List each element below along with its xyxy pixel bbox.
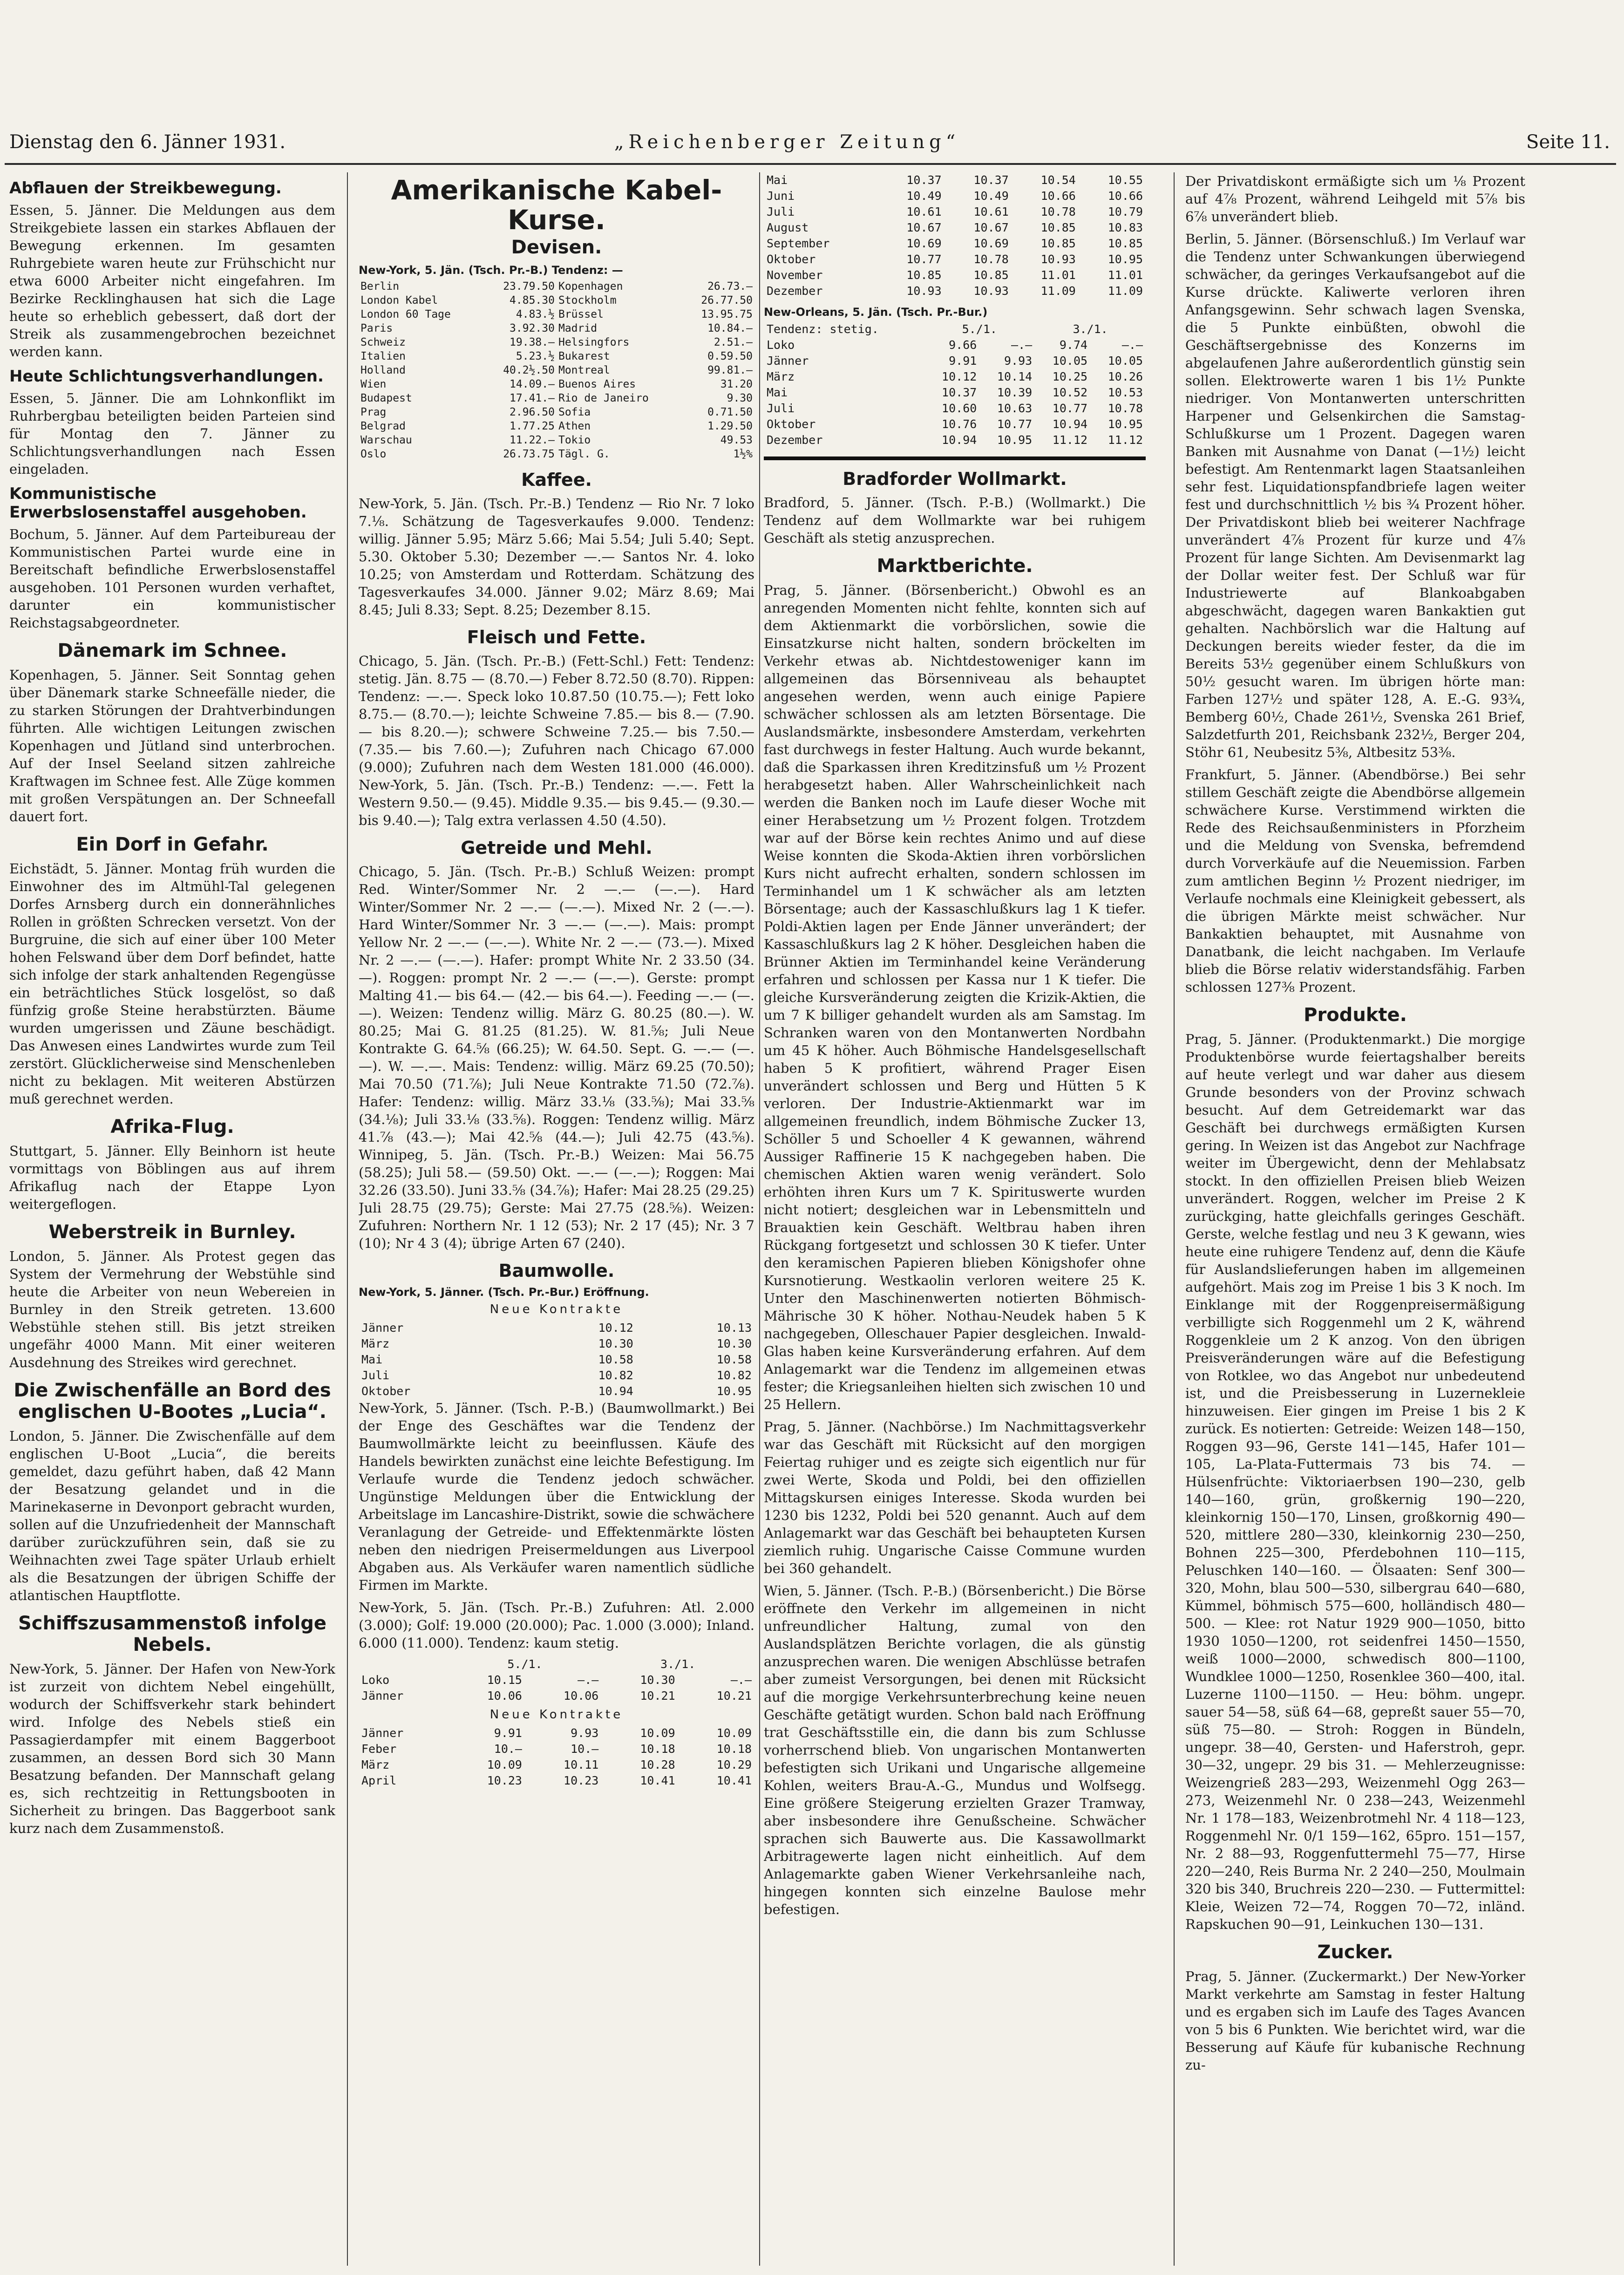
currency-name: London Kabel: [360, 294, 438, 307]
rate-value: 49.53: [720, 434, 753, 446]
table-cell: 10.12: [942, 370, 977, 383]
rate-value: 26.77.50: [701, 294, 753, 307]
column-news: [9, 172, 335, 2275]
table-cell: 9.93: [1004, 354, 1033, 368]
table-cell: 10.76: [942, 417, 977, 431]
currency-name: Kopenhagen: [558, 280, 623, 293]
table-cell: Jänner: [361, 1726, 404, 1740]
table-cell: 10.58: [716, 1353, 752, 1366]
table-row: [764, 416, 1146, 432]
table-cell: 9.91: [949, 354, 977, 368]
table-row: [764, 252, 1146, 267]
table-cell: Juni: [767, 189, 795, 203]
table-cell: 10.54: [1040, 173, 1076, 187]
table-header: 3./1.: [1073, 322, 1108, 336]
getreide-title: Getreide und Mehl.: [461, 838, 652, 858]
currency-name: Tägl. G.: [558, 448, 610, 460]
table-cell: 10.79: [1108, 205, 1143, 218]
rate-value: 3.92.30: [510, 322, 555, 334]
article: [9, 1613, 335, 1837]
rate-value: 26.73.75: [503, 448, 555, 460]
table-cell: 10.41: [716, 1774, 752, 1787]
table-cell: Juli: [767, 205, 795, 218]
table-row: [764, 353, 1146, 369]
table-header: [359, 1656, 448, 1672]
table-cell: 10.95: [716, 1384, 752, 1398]
article-headline: Die Zwischenfälle an Bord des englischen U-Bootes „Lucia“.: [14, 1380, 331, 1423]
table-cell: 10.93: [973, 284, 1009, 298]
column-divider: [1174, 172, 1175, 2266]
table-cell: Dezember: [767, 433, 823, 447]
article-headline: Afrika-Flug.: [110, 1116, 234, 1138]
currency-name: Helsingfors: [558, 336, 630, 348]
table-header: 3./1.: [660, 1657, 696, 1671]
table-cell: 10.78: [1108, 402, 1143, 415]
orleans-header: New-Orleans, 5. Jän. (Tsch. Pr.-Bur.): [764, 306, 988, 319]
article: [9, 640, 335, 825]
kaffee-title: Kaffee.: [521, 470, 592, 490]
table-cell: 10.67: [973, 221, 1009, 234]
getreide-text: Chicago, 5. Jän. (Tsch. Pr.-B.) Schluß Weizen: prompt Red. Winter/Sommer Nr. 2 —.— (—.—). Hard Winter/Sommer Nr. 2 —.— (—.—). Mixed Nr. 2 (—.—). Hard Winter/Sommer Nr. 3 —.— (—.—). Mais: prompt Yellow Nr. 2 —.— (—.—). White Nr. 2 —.— (73.—). Mixed Nr. 2 —.— (—.—). Hafer: prompt White Nr. 2 33.50 (34.—). Roggen: prompt Nr. 2 —.— (—.—). Gerste: prompt Malting 41.— bis 64.— (42.— bis 64.—). Feeding —.— (—.—). Weizen: Tendenz willig. März G. 80.25 (80.—). W. 80.25; Mai G. 81.25 (81.25). W. 81.⅝; Juli Neue Kontrakte G. 64.⅝ (66.25); W. 64.50. Sept. G. —.— (—.—). W. —.—. Mais: Tendenz: willig. März 69.25 (70.50); Mai 70.50 (71.⅞); Juli Neue Kontrakte 71.50 (72.⅞). Hafer: Tendenz: willig. März 33.⅛ (33.⅝); Mai 33.⅝ (34.⅛); Juli 33.⅛ (33.⅝). Roggen: Tendenz willig. März 41.⅞ (43.—); Mai 42.⅝ (44.—); Juli 42.75 (43.⅝). Winnipeg, 5. Jän. (Tsch. Pr.-B.) Weizen: Mai 56.75 (58.25); Juli 58.— (59.50) Okt. —.— (—.—); Roggen: Mai 32.26 (33.50). Juni 33.⅝ (34.⅞); Hafer: Mai 28.25 (29.25) Juli 28.75 (29.75); Gerste: Mai 27.75 (28.⅝). Weizen: Zufuhren: Northern Nr. 1 12 (53); Nr. 2 17 (45); Nr. 3 7 (10); Nr 4 3 (4); übrige Arten 67 (240).: [359, 864, 754, 1251]
table-cell: 10.93: [906, 284, 942, 298]
table-cell: 11.12: [1108, 433, 1143, 447]
rate-value: 5.23.½: [516, 350, 555, 362]
produkte-title: Produkte.: [1304, 1004, 1407, 1026]
table-row: [764, 172, 1146, 188]
table-header: 5./1.: [507, 1657, 543, 1671]
table-cell: Jänner: [361, 1689, 404, 1703]
currency-name: Belgrad: [360, 420, 406, 432]
table-cell: 10.14: [997, 370, 1033, 383]
zucker-text: Prag, 5. Jänner. (Zuckermarkt.) Der New-Yorker Markt verkehrte am Samstag in fester Haltung und es ergaben sich im Laufe des Tages Avancen von 5 bis 6 Punkten. Wie berichtet wird, war die Besserung auf Käufe für kubanische Rechnung zu-: [1185, 1968, 1525, 2073]
rate-value: 26.73.—: [707, 280, 753, 293]
table-row: [359, 1383, 754, 1399]
devisen-row: [359, 377, 754, 391]
table-cell: 10.55: [1108, 173, 1143, 187]
masthead: [0, 126, 1624, 158]
baumwollmarkt-text: New-York, 5. Jänner. (Tsch. P.-B.) (Baumwollmarkt.) Bei der Enge des Geschäftes war die Tendenz der Baumwollmärkte leicht zu beeinflussen. Käufe des Handels bewirkten zunächst eine leichte Befestigung. Im Verlaufe wurde die Tendenz jedoch schwächer. Ungünstige Meldungen über die Entwicklung der Arbeitslage im Lancashire-Distrikt, sowie die schwächere Veranlagung der Getreide- und Effektenmärkte lösten neben den niedrigen Preisermeldungen aus Liverpool Abgaben aus. Als Verkäufer waren namentlich südliche Firmen im Markte.: [359, 1400, 754, 1593]
frankfurt-text: Frankfurt, 5. Jänner. (Abendbörse.) Bei sehr stillem Geschäft zeigte die Abendbörse allgemein schwächere Kurse. Verstimmend wirkten die Rede des Reichsaußenministers in Pforzheim und die Meldung von Svenska, befremdend durch Vorverkäufe auf die Neuemission. Farben zum amtlichen Beginn ½ Prozent niedriger, im Verlaufe nochmals eine Kleinigkeit gebessert, als die übrigen Märkte meist schwächer. Nur Bankaktien behauptet, mit Ausnahme von Danatbank, die leicht nachgaben. Im Verlaufe blieb die Börse relativ widerstandsfähig. Farben schlossen 127⅜ Prozent.: [1185, 767, 1525, 995]
table-cell: 10.—: [571, 1742, 599, 1756]
devisen-header: New-York, 5. Jän. (Tsch. Pr.-B.) Tendenz: —: [359, 264, 623, 277]
rate-value: 10.84.—: [707, 322, 753, 334]
table-cell: Dezember: [767, 284, 823, 298]
rate-value: 0.71.50: [707, 406, 753, 418]
currency-name: Warschau: [360, 434, 412, 446]
article-text: New-York, 5. Jänner. Der Hafen von New-York ist zurzeit von dichtem Nebel eingehüllt, wodurch der Schiffsverkehr stark behindert wird. Infolge des Nebels stieß ein Passagierdampfer mit einem Baggerboot zusammen, an dessen Bord sich 30 Mann Besatzung befanden. Der Mannschaft gelang es, sich rechtzeitig in Rettungsbooten in Sicherheit zu bringen. Das Baggerboot sank kurz nach dem Zusammenstoß.: [9, 1661, 335, 1836]
table-cell: 10.63: [997, 402, 1033, 415]
table-cell: Loko: [361, 1673, 390, 1687]
table-cell: 10.26: [1108, 370, 1143, 383]
table-cell: 10.21: [716, 1689, 752, 1703]
table-cell: 10.94: [942, 433, 977, 447]
column-produkte: [1185, 172, 1525, 2275]
rate-value: 4.85.30: [510, 294, 555, 307]
issue-date: Dienstag den 6. Jänner 1931.: [9, 131, 286, 153]
fleisch-text: Chicago, 5. Jän. (Tsch. Pr.-B.) (Fett-Schl.) Fett: Tendenz: stetig. Jän. 8.75 — (8.70.—) Feber 8.72.50 (8.70). Rippen: Tendenz: —.—. Speck loko 10.87.50 (10.75.—); Fett loko 8.75.— (8.70.—); leichte Schweine 7.85.— bis 8.— (7.90.— bis 8.20.—); schwere Schweine 7.25.— bis 7.50.— (7.35.— bis 7.60.—); Zufuhren nach Chicago 67.000 (9.000); Zufuhren nach dem Westen 181.000 (46.000). New-York, 5. Jän. (Tsch. Pr.-B.) Tendenz: —.—. Fett la Western 9.50.— (9.45). Middle 9.35.— bis 9.45.— (9.30.— bis 9.40.—); Talg extra verlassen 4.50 (4.50).: [359, 653, 754, 828]
rate-value: 17.41.—: [510, 392, 555, 404]
table-row: [764, 369, 1146, 385]
currency-name: Tokio: [558, 434, 591, 446]
table-cell: 10.09: [716, 1726, 752, 1740]
table-cell: 11.12: [1052, 433, 1088, 447]
devisen-title: Devisen.: [511, 237, 602, 258]
table-cell: Mai: [361, 1353, 383, 1366]
table-cell: 11.09: [1108, 284, 1143, 298]
devisen-row: [359, 293, 754, 307]
table-cell: 10.09: [640, 1726, 675, 1740]
rate-value: 99.81.—: [707, 364, 753, 376]
column-divider: [759, 172, 760, 2266]
devisen-row: [359, 363, 754, 377]
devisen-row: [359, 405, 754, 419]
table-cell: 9.91: [494, 1726, 522, 1740]
table-cell: 10.83: [1108, 221, 1143, 234]
article: [9, 179, 335, 361]
table-cell: 10.06: [564, 1689, 599, 1703]
marktberichte-title: Marktberichte.: [877, 555, 1033, 577]
table-cell: —.—: [1121, 338, 1143, 352]
table-cell: 9.93: [571, 1726, 599, 1740]
table-cell: 10.15: [487, 1673, 522, 1687]
neue-kontrakte-label: Neue Kontrakte: [489, 1302, 624, 1316]
berlin-text: Berlin, 5. Jänner. (Börsenschluß.) Im Verlauf war die Tendenz unter Schwankungen überwiegend schwächer, da geringes Verkaufsangebot auf die Kurse drückte. Kaliwerte verloren ihren Anfangsgewinn. Sehr schwach lagen Svenska, die 5 Punkte einbüßten, obwohl die Geschäftsergebnisse des Konzerns im abgelaufenen Jahre außerordentlich günstig sein sollen. Elektrowerte waren 1 bis 1½ Punkte niedriger. Von Montanwerten unterschritten Harpener und Gelsenkirchen die Samstag-Schlußkurse um 1 Prozent. Dagegen waren Banken mit Ausnahme von Danat (—1½) leicht befestigt. Am Rentenmarkt lagen Staatsanleihen sehr fest. Liquidationspfandbriefe lagen weiter fest und durchschnittlich ½ bis ¾ Prozent höher. Der Privatdiskont blieb bei weiterer Nachfrage unverändert 4⅞ Prozent für kurze und 4⅞ Prozent für lange Sichten. Am Devisenmarkt lag der Dollar weiter fest. Der Schluß war für Industriewerte auf Blankoabgaben abgeschwächt, dagegen waren Bankaktien gut gehalten. Nachbörslich war die Haltung auf Deckungen bereits wieder fester, da die im Bereits 53½ gegenüber einem Schlußkurs von 50½ gesucht waren. Im übrigen hörte man: Farben 127½ und später 128, A. E.-G. 93¾, Bemberg 60½, Chade 261½, Svenska 261 Brief, Salzdetfurth 201, Reichsbank 232½, Berger 204, Stöhr 61, Neubesitz 5⅜, Altbesitz 53⅜.: [1185, 231, 1525, 760]
baumwolle-title: Baumwolle.: [498, 1260, 615, 1281]
currency-name: Brüssel: [558, 308, 604, 320]
currency-name: Athen: [558, 420, 591, 432]
article-headline: Ein Dorf in Gefahr.: [76, 834, 269, 855]
zufuhren-text: New-York, 5. Jän. (Tsch. Pr.-B.) Zufuhren: Atl. 2.000 (3.000); Golf: 19.000 (20.000); Pac. 1.000 (3.000); Inland. 6.000 (11.000). Tendenz: kaum stetig.: [359, 1600, 754, 1651]
currency-name: Oslo: [360, 448, 387, 460]
article-text: London, 5. Jänner. Als Protest gegen das System der Vermehrung der Webstühle sind heute die Arbeiter von neun Webereien in Burnley in den Streik getreten. 13.600 Webstühle stehen still. Bis jetzt streiken ungefähr 4000 Mann. Mit einer weiteren Ausdehnung des Streikes wird gerechnet.: [9, 1248, 335, 1370]
table-cell: März: [361, 1337, 390, 1350]
table-row: [764, 432, 1146, 448]
table-cell: 10.66: [1040, 189, 1076, 203]
column-divider: [347, 172, 348, 2266]
table-header: Tendenz: stetig.: [767, 322, 879, 336]
table-cell: 10.11: [564, 1758, 599, 1771]
table-cell: 10.94: [1052, 417, 1088, 431]
rate-value: 9.30: [727, 392, 753, 404]
table-cell: Feber: [361, 1742, 397, 1756]
table-cell: 10.13: [716, 1321, 752, 1335]
article-headline: Schiffszusammenstoß infolge Nebels.: [18, 1613, 327, 1655]
article-headline: Abflauen der Streikbewegung.: [9, 179, 282, 198]
table-cell: 10.61: [906, 205, 942, 218]
rate-value: 2.51.—: [713, 336, 753, 348]
table-cell: 9.74: [1059, 338, 1088, 352]
table-cell: 10.41: [640, 1774, 675, 1787]
baumwolle-header: New-York, 5. Jänner. (Tsch. Pr.-Bur.) Eröffnung.: [359, 1286, 649, 1299]
table-cell: Juli: [361, 1369, 390, 1382]
currency-name: Stockholm: [558, 294, 617, 307]
table-cell: 10.60: [942, 402, 977, 415]
newspaper-title: „Reichenberger Zeitung“: [614, 131, 960, 153]
table-cell: 10.23: [487, 1774, 522, 1787]
rate-value: 40.2½.50: [503, 364, 555, 376]
rate-value: 4.83.½: [516, 308, 555, 320]
fleisch-title: Fleisch und Fette.: [467, 627, 646, 647]
table-header-row: [764, 321, 1146, 337]
table-cell: 10.49: [906, 189, 942, 203]
table-cell: 10.49: [973, 189, 1009, 203]
currency-name: Italien: [360, 350, 406, 362]
table-cell: 10.94: [598, 1384, 633, 1398]
table-cell: 10.95: [1108, 417, 1143, 431]
currency-name: Montreal: [558, 364, 610, 376]
article: [9, 484, 335, 632]
table-row: [359, 1672, 754, 1688]
table-cell: 10.67: [906, 221, 942, 234]
article-text: London, 5. Jänner. Die Zwischenfälle auf dem englischen U-Boot „Lucia“, die bereits gemeldet, dazu geführt haben, daß 42 Mann der Besatzung gelandet und in die Marinekaserne in Devonport gebracht wurden, sollen auf die Unzufriedenheit der Mannschaft darüber zurückzuführen sein, daß sie zu Weihnachten zwei Tage später Urlaub erhielt als die Besatzungen der übrigen Schiffe der atlantischen Hauptflotte.: [9, 1428, 335, 1603]
table-cell: 10.77: [1052, 402, 1088, 415]
wien-boerse-text: Wien, 5. Jänner. (Tsch. P.-B.) (Börsenbericht.) Die Börse eröffnete den Verkehr im allgemeinen in nicht unfreundlicher Haltung, zumal von den Auslandsplätzen Berichte vorlagen, die als günstig anzusprechen waren. Die wenigen Abschlüsse betrafen aber zumeist Versorgungen, bei denen mit Rücksicht auf die morgige Verkehrsunterbrechung keine neuen Geschäfte getätigt wurden. Schon bald nach Eröffnung trat Geschäftsstille ein, die dann bis zum Schlusse vorherrschend blieb. Von ungarischen Montanwerten befestigten sich Urikani und Ungarische allgemeine Kohlen, weiters Brau-A.-G., Mundus und Wolfsegg. Eine größere Steigerung erzielten Grazer Tramway, aber insbesondere ihre Genußscheine. Schwächer sprachen sich Bauwerte aus. Die Kassawollmarkt Arbitragewerte lagen nicht einheitlich. Auf dem Anlagemarkte gaben Wiener Verkehrsanleihe nach, hingegen konnten sich einzelne Baulose mehr befestigen.: [764, 1583, 1146, 1917]
table-cell: 10.85: [973, 268, 1009, 282]
baumwolle-continued-table: [764, 172, 1146, 299]
article-text: Bochum, 5. Jänner. Auf dem Parteibureau der Kommunistischen Partei wurde eine in Bereitschaft befindliche Erwerbslosenstaffel ausgehoben. 101 Personen wurden verhaftet, darunter ein kommunistischer Reichstagsabgeordneter.: [9, 526, 335, 631]
devisen-row: [359, 391, 754, 405]
table-cell: 10.85: [906, 268, 942, 282]
table-cell: 10.95: [1108, 252, 1143, 266]
currency-name: Schweiz: [360, 336, 406, 348]
table-cell: August: [767, 221, 809, 234]
table-cell: 10.30: [716, 1337, 752, 1350]
article-headline: Kommunistische Erwerbslosenstaffel ausgehoben.: [9, 484, 307, 522]
article-headline: Weberstreik in Burnley.: [48, 1221, 296, 1243]
table-cell: Oktober: [361, 1384, 411, 1398]
devisen-row: [359, 335, 754, 349]
table-cell: 10.28: [640, 1758, 675, 1771]
table-cell: 10.21: [640, 1689, 675, 1703]
currency-name: Holland: [360, 364, 406, 376]
table-cell: 10.30: [640, 1673, 675, 1687]
table-cell: 10.85: [1108, 237, 1143, 250]
table-cell: 10.—: [494, 1742, 522, 1756]
table-cell: März: [767, 370, 795, 383]
table-cell: 10.77: [906, 252, 942, 266]
article: [9, 1116, 335, 1213]
privatdiskont-text: Der Privatdiskont ermäßigte sich um ⅛ Prozent auf 4⅞ Prozent, während Leihgeld mit 5⅞ bis 6⅞ unverändert blieb.: [1185, 173, 1525, 225]
devisen-row: [359, 349, 754, 363]
article-text: Stuttgart, 5. Jänner. Elly Beinhorn ist heute vormittags von Böblingen aus auf ihrem Afrikaflug nach der Etappe Lyon weitergeflogen.: [9, 1143, 335, 1212]
table-row: [359, 1773, 754, 1789]
table-cell: 9.66: [949, 338, 977, 352]
currency-name: London 60 Tage: [360, 308, 451, 320]
currency-name: Sofia: [558, 406, 591, 418]
table-row: [764, 188, 1146, 204]
devisen-row: [359, 433, 754, 447]
table-cell: 10.23: [564, 1774, 599, 1787]
table-cell: 11.01: [1108, 268, 1143, 282]
table-cell: 10.95: [997, 433, 1033, 447]
rate-value: 31.20: [720, 378, 753, 390]
table-row: [359, 1757, 754, 1773]
devisen-table: [359, 279, 754, 461]
currency-name: Buenos Aires: [558, 378, 636, 390]
table-cell: 10.30: [598, 1337, 633, 1350]
table-row: [764, 267, 1146, 283]
table-row: [764, 220, 1146, 236]
table-cell: Loko: [767, 338, 795, 352]
table-cell: 10.29: [716, 1758, 752, 1771]
table-row: [764, 337, 1146, 353]
table-cell: 10.69: [973, 237, 1009, 250]
devisen-row: [359, 447, 754, 461]
rate-value: 0.59.50: [707, 350, 753, 362]
rate-value: 23.79.50: [503, 280, 555, 293]
table-cell: 10.12: [598, 1321, 633, 1335]
table-cell: April: [361, 1774, 397, 1787]
table-cell: Oktober: [767, 417, 816, 431]
table-cell: 10.61: [973, 205, 1009, 218]
table-cell: 10.82: [598, 1369, 633, 1382]
table-cell: —.—: [730, 1673, 752, 1687]
table-cell: Juli: [767, 402, 795, 415]
table-cell: Oktober: [767, 252, 816, 266]
table-cell: —.—: [578, 1673, 599, 1687]
table-row: [764, 385, 1146, 401]
table-row: [359, 1725, 754, 1741]
table-cell: 10.37: [973, 173, 1009, 187]
rate-value: 1.29.50: [707, 420, 753, 432]
table-row: [359, 1352, 754, 1368]
currency-name: Budapest: [360, 392, 412, 404]
column-markt: [764, 172, 1146, 2275]
table-cell: September: [767, 237, 830, 250]
table-cell: 10.52: [1052, 386, 1088, 399]
table-cell: 11.01: [1040, 268, 1076, 282]
table-row: [764, 283, 1146, 299]
rate-value: 14.09.—: [510, 378, 555, 390]
table-cell: November: [767, 268, 823, 282]
section-title: Amerikanische Kabel-Kurse.: [391, 174, 722, 236]
article-text: Essen, 5. Jänner. Die Meldungen aus dem Streikgebiete lassen ein starkes Abflauen der Bewegung erkennen. Im gesamten Ruhrgebiete waren heute zur Frühschicht nur etwa 6000 Arbeiter nicht eingefahren. Im Bezirke Recklinghausen hat sich die Lage heute so erheblich gebessert, daß dort der Streik als zusammengebrochen bezeichnet werden kann.: [9, 202, 335, 360]
baumwolle-table: [359, 1320, 754, 1399]
table-row: [764, 204, 1146, 220]
neue-kontrakte-label: Neue Kontrakte: [489, 1708, 624, 1722]
produkte-text: Prag, 5. Jänner. (Produktenmarkt.) Die morgige Produktenbörse wurde feiertagshalber bereits auf heute verlegt und war daher aus diesem Grunde besonders von der Provinz schwach besucht. Auf dem Getreidemarkt war das Geschäft bei durchwegs ermäßigten Kursen gering. In Weizen ist das Angebot zur Nachfrage weiter im Übergewicht, denn der Mehlabsatz stockt. In den offiziellen Preisen blieb Weizen unverändert. Roggen, welcher im Preise 2 K zurückging, hatte gleichfalls geringes Geschäft. Gerste, welche festlag und neu 3 K gewann, wies heute eine ruhigere Tendenz auf, denn die Käufe für Auslandslieferungen haben im allgemeinen aufgehört. Mais zog im Preise 1 bis 3 K noch. Im Einklange mit der Roggenpreisermäßigung verbilligte sich Roggenmehl um 2 K, während Roggenkleie um 2 K anzog. Von den übrigen Preisveränderungen wäre auf die Befestigung von Rotklee, wo das Angebot nur unbedeutend ist, und die Preisbesserung in Luzernekleie hinzuweisen. Eier gingen im Preise 1 bis 2 K zurück. Es notierten: Getreide: Weizen 148—150, Roggen 93—96, Gerste 141—145, Hafer 101—105, La-Plata-Futtermais 73 bis 74. — Hülsenfrüchte: Viktoriaerbsen 190—230, gelb 140—160, grün, großkernig 190—220, kleinkornig 150—170, Linsen, großkornig 490—520, mittlere 280—330, kleinkornig 230—250, Bohnen 225—300, Pferdebohnen 110—115, Peluschken 140—160. — Ölsaaten: Senf 300—320, Mohn, blau 500—530, silbergrau 640—680, Kümmel, böhmisch 575—600, holländisch 480—500. — Klee: rot Natur 1929 900—1050, bitto 1930 1050—1200, rot seidenfrei 1450—1550, weiß 1000—2000, schwedisch 800—1100, Wundklee 1000—1250, Rosenklee 360—400, ital. Luzerne 1100—1150. — Heu: böhm. ungepr. sauer 54—58, süß 64—68, gepreßt sauer 55—70, süß 75—80. — Stroh: Roggen in Bündeln, ungepr. 38—40, Gersten- und Haferstroh, gepr. 30—32, ungepr. 29 bis 31. — Mehlerzeugnisse: Weizengrieß 283—293, Weizenmehl Ogg 263—273, Weizenmehl Nr. 0 238—243, Weizenmehl Nr. 1 178—183, Weizenbrotmehl Nr. 4 118—123, Roggenmehl Nr. 0/1 159—162, 65pro. 151—157, Nr. 2 88—93, Roggenfuttermehl 75—77, Hirse 220—240, Reis Burma Nr. 2 240—250, Moulmain 320 bis 340, Bruchreis 220—230. — Futtermittel: Kleie, Weizen 72—74, Roggen 70—72, inländ. Rapskuchen 90—91, Leinkuchen 130—131.: [1185, 1031, 1525, 1932]
table-cell: 10.37: [942, 386, 977, 399]
table-cell: Jänner: [361, 1321, 404, 1335]
currency-name: Paris: [360, 322, 393, 334]
article-text: Eichstädt, 5. Jänner. Montag früh wurden die Einwohner des im Altmühl-Tal gelegenen Dorfes Arnsberg durch ein donnerähnliches Rollen in größten Schrecken versetzt. Von der Burgruine, die sich auf einer über 100 Meter hohen Felswand über dem Dorf befindet, hatte sich infolge der stark anhaltenden Regengüsse ein beträchtliches Stück losgelöst, so daß fünfzig große Steine herabstürzten. Bäume wurden umgerissen und Zäune beschädigt. Das Anwesen eines Landwirtes wurde zum Teil zerstört. Glücklicherweise sind Menschenleben nicht zu beklagen. Mit weiteren Abstürzen muß gerechnet werden.: [9, 861, 335, 1107]
devisen-row: [359, 279, 754, 293]
rate-value: 13.95.75: [701, 308, 753, 320]
rate-value: 2.96.50: [510, 406, 555, 418]
table-cell: 10.78: [973, 252, 1009, 266]
page-number: Seite 11.: [1526, 131, 1610, 153]
table-cell: Jänner: [767, 354, 809, 368]
neue-kontrakte-table: [359, 1725, 754, 1789]
article-text: Kopenhagen, 5. Jänner. Seit Sonntag gehen über Dänemark starke Schneefälle nieder, die zu starken Störungen der Drahtverbindungen führten. Alle wichtigen Leitungen zwischen Kopenhagen und Jütland sind unterbrochen. Auf der Insel Seeland sitzen zahlreiche Kraftwagen im Schnee fest. Alle Züge kommen mit großen Verspätungen an. Der Schneefall dauert fort.: [9, 667, 335, 824]
table-cell: —.—: [1011, 338, 1033, 352]
rate-value: 1½%: [733, 448, 753, 460]
loko-table: [359, 1656, 754, 1704]
devisen-row: [359, 307, 754, 321]
prag-nachboerse-text: Prag, 5. Jänner. (Nachbörse.) Im Nachmittagsverkehr war das Geschäft mit Rücksicht auf den morgigen Feiertag ruhiger und es zeigte sich eigentlich nur für zwei Werte, Skoda und Poldi, bei den offiziellen Mittagskursen einiges Interesse. Skoda wurden bei 1230 bis 1232, Poldi bei 520 genannt. Auch auf dem Anlagemarkt war das Geschäft bei behaupteten Kursen ziemlich ruhig. Ungarische Caisse Commune wurden bei 360 gehandelt.: [764, 1419, 1146, 1576]
currency-name: Bukarest: [558, 350, 610, 362]
currency-name: Berlin: [360, 280, 400, 293]
article-headline: Dänemark im Schnee.: [57, 640, 287, 661]
table-cell: 10.09: [487, 1758, 522, 1771]
table-cell: 10.78: [1040, 205, 1076, 218]
table-cell: 10.66: [1108, 189, 1143, 203]
orleans-table: [764, 321, 1146, 448]
table-cell: 11.09: [1040, 284, 1076, 298]
rate-value: 11.22.—: [510, 434, 555, 446]
currency-name: Prag: [360, 406, 387, 418]
currency-name: Wien: [360, 378, 387, 390]
article: [9, 367, 335, 478]
rate-value: 19.38.—: [510, 336, 555, 348]
article: [9, 1221, 335, 1371]
table-cell: 10.06: [487, 1689, 522, 1703]
table-row: [359, 1336, 754, 1352]
table-cell: 10.93: [1040, 252, 1076, 266]
table-header: 5./1.: [962, 322, 997, 336]
table-cell: 10.05: [1052, 354, 1088, 368]
table-row: [359, 1368, 754, 1383]
table-cell: 10.85: [1040, 237, 1076, 250]
table-cell: 10.82: [716, 1369, 752, 1382]
header-rule: [5, 163, 1616, 165]
devisen-row: [359, 419, 754, 433]
rate-value: 1.77.25: [510, 420, 555, 432]
table-cell: 10.53: [1108, 386, 1143, 399]
currency-name: Rio de Janeiro: [558, 392, 649, 404]
table-cell: 10.85: [1040, 221, 1076, 234]
table-cell: Mai: [767, 386, 788, 399]
table-cell: März: [361, 1758, 390, 1771]
table-row: [764, 236, 1146, 252]
bradford-title: Bradforder Wollmarkt.: [843, 469, 1067, 489]
table-row: [359, 1741, 754, 1757]
table-row: [359, 1688, 754, 1704]
zucker-title: Zucker.: [1317, 1941, 1393, 1963]
table-cell: 10.69: [906, 237, 942, 250]
article-text: Essen, 5. Jänner. Die am Lohnkonflikt im Ruhrbergbau beteiligten beiden Parteien sind für Montag den 7. Jänner zu Schlichtungsverhandlungen nach Essen eingeladen.: [9, 390, 335, 477]
article-headline: Heute Schlichtungsverhandlungen.: [9, 367, 324, 386]
devisen-row: [359, 321, 754, 335]
table-cell: Mai: [767, 173, 788, 187]
article: [9, 1380, 335, 1604]
section-rule: [764, 456, 1146, 460]
table-cell: 10.05: [1108, 354, 1143, 368]
table-cell: 10.37: [906, 173, 942, 187]
table-cell: 10.39: [997, 386, 1033, 399]
table-header-row: [359, 1656, 754, 1672]
column-kabelkurse: [359, 172, 754, 2275]
article: [9, 834, 335, 1108]
bradford-text: Bradford, 5. Jänner. (Tsch. P.-B.) (Wollmarkt.) Die Tendenz auf dem Wollmarkte war bei ruhigem Geschäft als stetig anzusprechen.: [764, 495, 1146, 546]
table-cell: 10.25: [1052, 370, 1088, 383]
table-cell: 10.77: [997, 417, 1033, 431]
table-cell: 10.18: [716, 1742, 752, 1756]
currency-name: Madrid: [558, 322, 598, 334]
table-cell: 10.58: [598, 1353, 633, 1366]
table-cell: 10.18: [640, 1742, 675, 1756]
table-row: [764, 401, 1146, 416]
kaffee-text: New-York, 5. Jän. (Tsch. Pr.-B.) Tendenz — Rio Nr. 7 loko 7.⅛. Schätzung de Tagesverkaufes 9.000. Tendenz: willig. Jänner 5.95; März 5.66; Mai 5.54; Juli 5.40; Sept. 5.30. Oktober 5.30; Dezember —.— Santos Nr. 4. loko 10.25; von Amsterdam und Rotterdam. Schätzung des Tagesverkaufes 34.000. Jänner 9.02; März 8.69; Mai 8.45; Juli 8.33; Sept. 8.25; Dezember 8.15.: [359, 496, 754, 618]
table-row: [359, 1320, 754, 1336]
prag-boerse-text: Prag, 5. Jänner. (Börsenbericht.) Obwohl es an anregenden Momenten nicht fehlte, konnten sich auf dem Aktienmarkt die vorbörslichen, sowie die Einsatzkurse nicht halten, sondern bröckelten im Verkehr etwas ab. Nichtdestoweniger kann im allgemeinen das Börsenniveau als behauptet angesehen werden, wenn auch einige Papiere schwächer schlossen als am letzten Börsentage. Die Auslandsmärkte, insbesondere Amsterdam, verkehrten fast durchwegs in fester Haltung. Auch wurde bekannt, daß die Sparkassen ihren Kreditzinsfuß um ½ Prozent herabgesetzt haben. Aller Wahrscheinlichkeit nach werden die Banken noch im Laufe dieser Woche mit einer Herabsetzung um ½ Prozent folgen. Trotzdem war auf der Börse kein rechtes Animo und auf diese Weise konnten die Skoda-Aktien ihren vorbörslichen Kurs nicht aufrecht erhalten, sondern schlossen im Terminhandel um 1 K schwächer als am letzten Börsentage; auch der Kassaschlußkurs lag 1 K tiefer. Poldi-Aktien lagen per Ende Jänner unverändert; der Kassaschlußkurs lag 2 K höher. Desgleichen haben die Brünner Aktien im Terminhandel keine Veränderung erfahren und schlossen per Kassa nur 1 K tiefer. Die gleiche Kursveränderung zeigten die Krizik-Aktien, die um 7 K billiger gehandelt wurden als am Samstag. Im Schranken waren von den Montanwerten Nordbahn um 45 K höher. Auch Böhmische Handelsgesellschaft haben 5 K profitiert, während Prager Eisen unverändert schlossen und Berg und Hütten 5 K verloren. Der Industrie-Aktienmarkt war im allgemeinen freundlich, indem Böhmische Zucker 13, Schöller 5 und Schoeller 4 K gewannen, während Aussiger Raffinerie 15 K nachgegeben haben. Die chemischen Aktien waren wenig verändert. Solo erhöhten ihren Kurs um 7 K. Spirituswerte wurden nicht notiert; desgleichen war in Lebensmitteln und Brauaktien kein Geschäft. Weltbrau haben ihren Rückgang fortgesetzt und schlossen 30 K tiefer. Unter den keramischen Papieren blieben Königshofer ohne Kursnotierung. Westkaolin verloren weitere 25 K. Unter den Maschinenwerten notierten Böhmisch-Mährische 30 K höher. Nothau-Neudek haben 5 K nachgegeben, Olleschauer Papier desgleichen. Inwald-Glas haben keine Kursveränderung erfahren. Auf dem Anlagemarkt war die Tendenz im allgemeinen etwas fester; die Kriegsanleihen hielten sich zwischen 10 und 25 Hellern.: [764, 582, 1146, 1412]
